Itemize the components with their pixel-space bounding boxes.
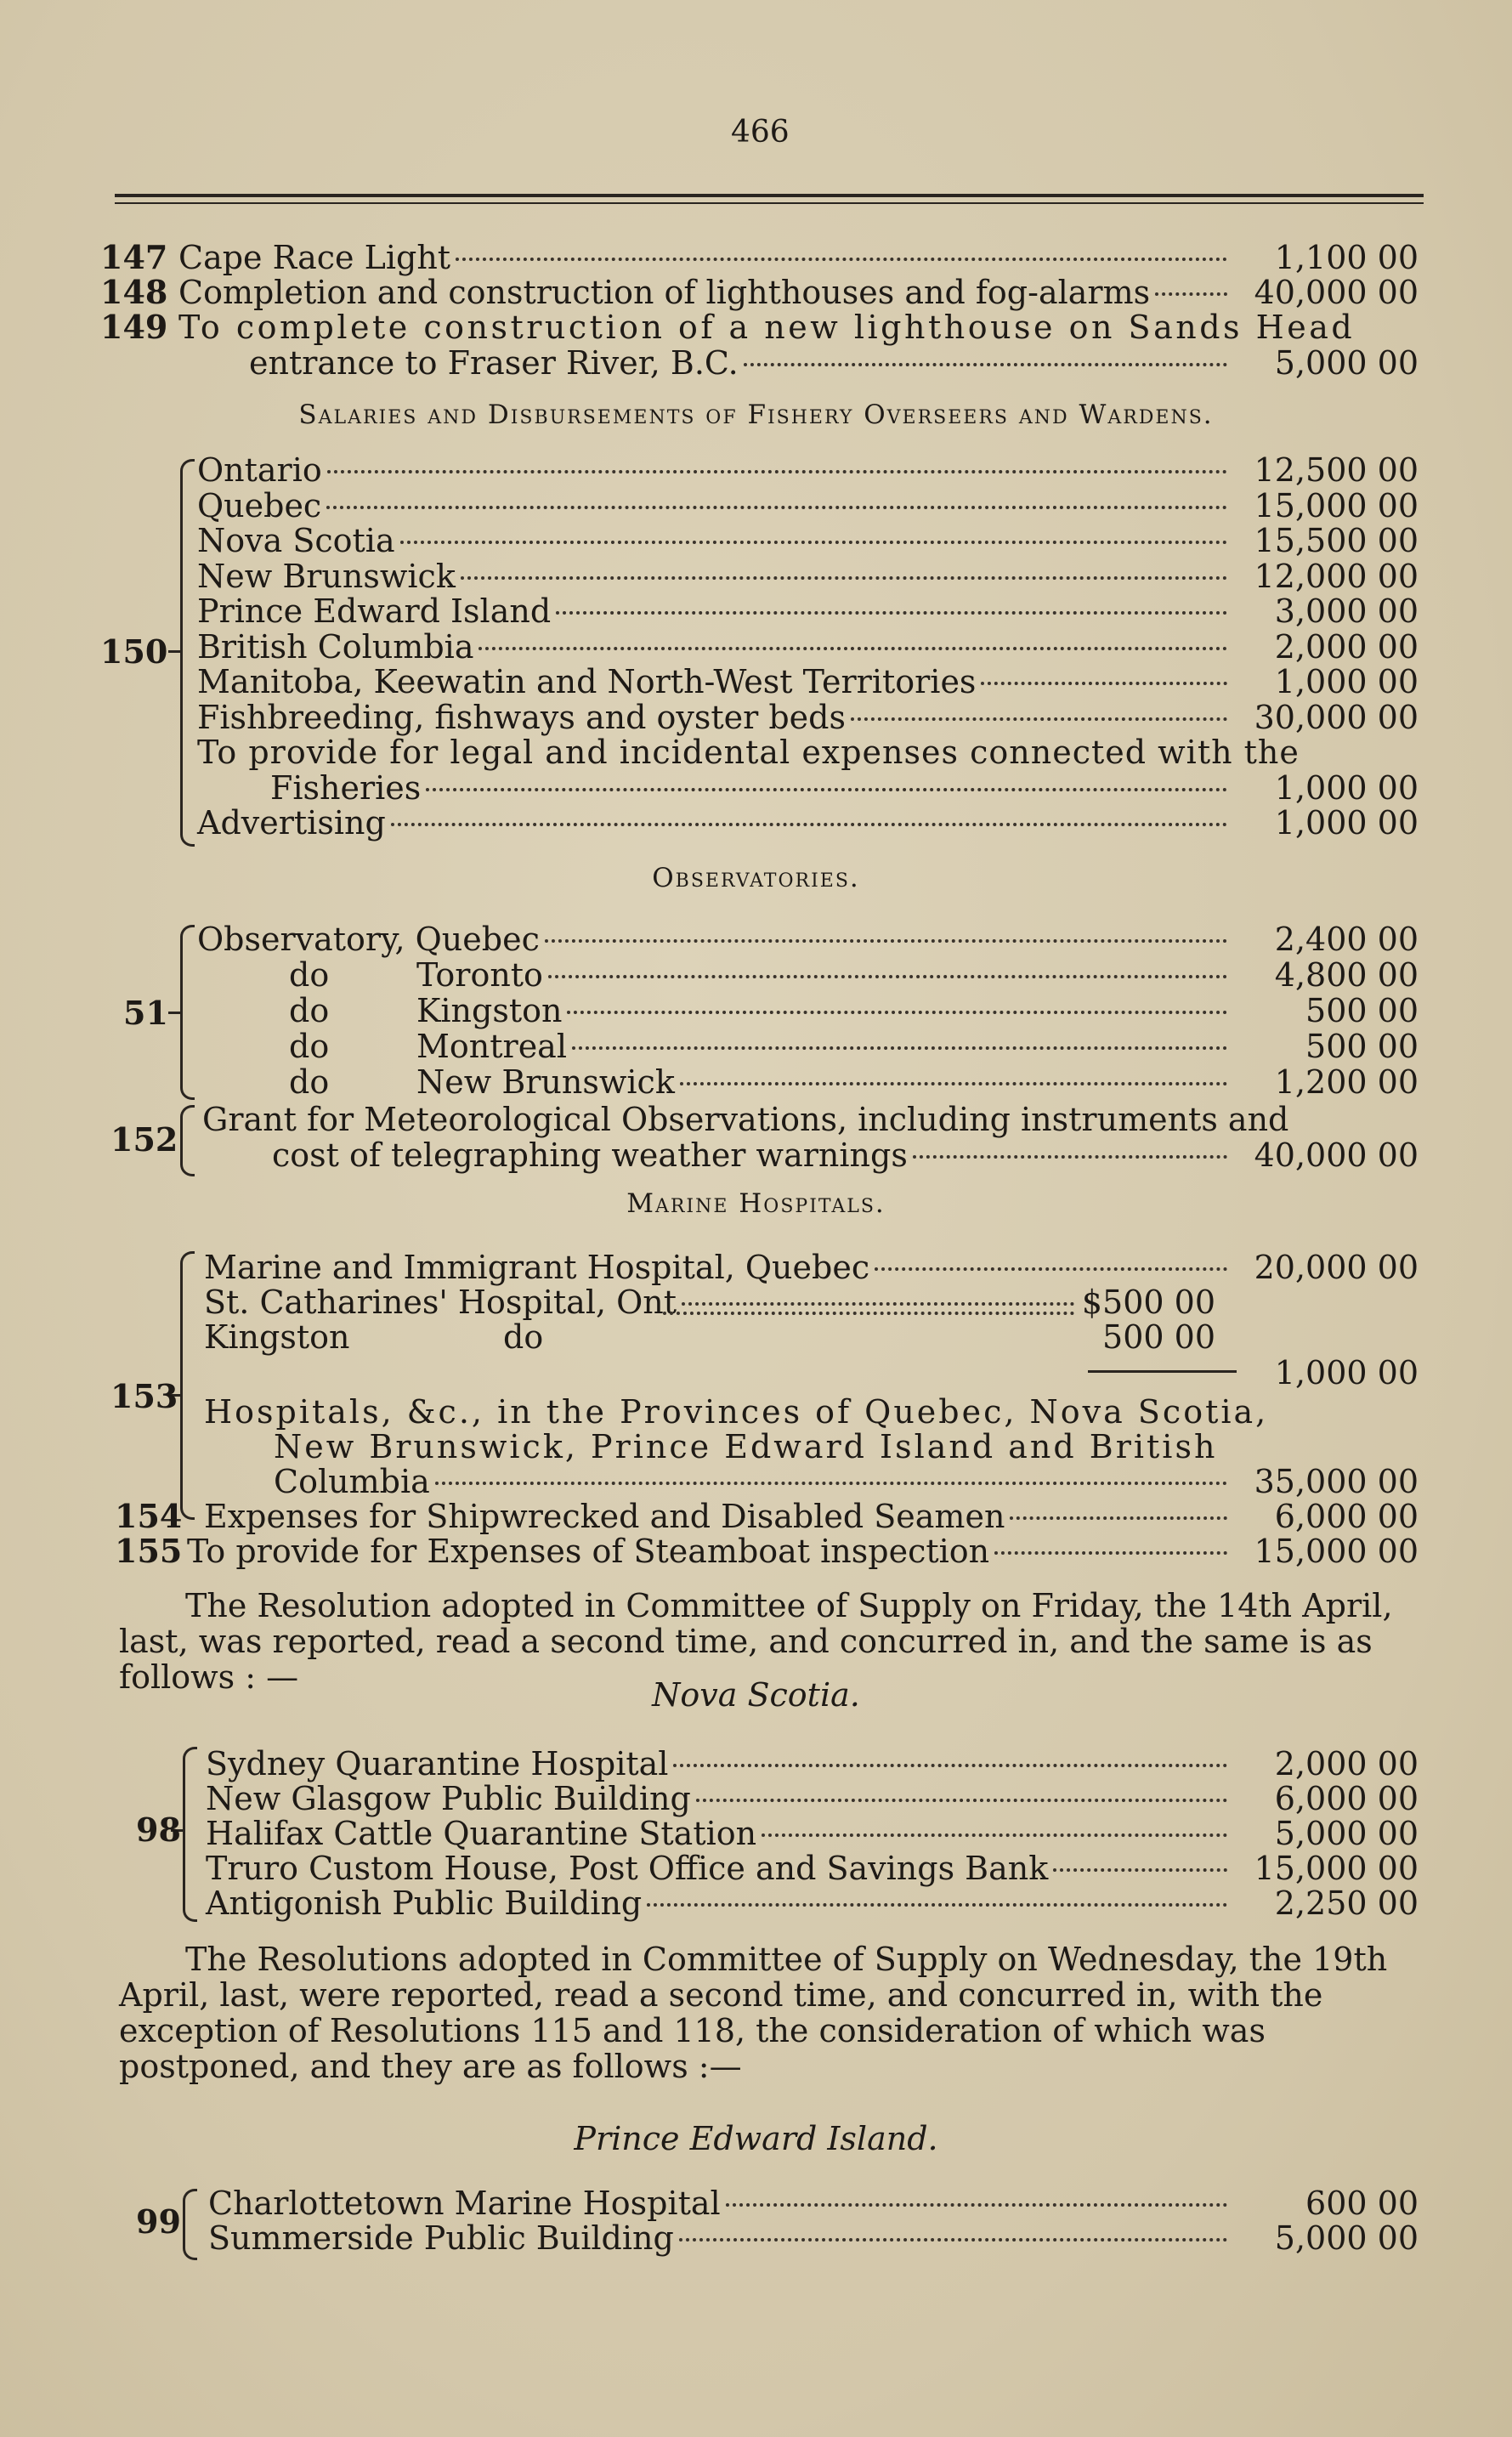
- hospital-row-cont: [0, 1429, 1512, 1465]
- item-label: Antigonish Public Building: [206, 1884, 643, 1922]
- list-item: [0, 1781, 1512, 1816]
- list-item: [0, 523, 1512, 558]
- resolution-number: 149: [100, 308, 168, 346]
- list-item: [0, 488, 1512, 524]
- item-label: Observatory, Quebec: [197, 921, 540, 958]
- leader-dots: [696, 1799, 1227, 1802]
- item-text: [206, 1885, 1232, 1921]
- list-item: [0, 734, 1512, 770]
- resolution-154: [0, 1499, 1512, 1534]
- leader-dots: [680, 1082, 1227, 1085]
- header-rule-thin: [115, 202, 1424, 204]
- item-amount: 2,400 00: [1274, 921, 1419, 958]
- item-label: New Brunswick: [197, 558, 456, 595]
- item-amount: 1,200 00: [1274, 1063, 1419, 1101]
- item-subamount: $500 00: [1081, 1284, 1215, 1321]
- section-heading-fishery: Salaries and Disbursements of Fishery Overseers and Wardens.: [298, 400, 1214, 430]
- section-heading-hospitals: Marine Hospitals.: [626, 1188, 886, 1219]
- item-label: Cape Race Light: [178, 239, 451, 276]
- item-label: To complete construction of a new lighthouse on Sands Head: [178, 309, 1356, 346]
- section-heading-pei: Prince Edward Island.: [574, 2120, 938, 2157]
- resolution-number: 147: [100, 238, 168, 276]
- item-amount: 15,500 00: [1254, 522, 1419, 559]
- paragraph-resolution-friday: The Resolution adopted in Committee of Supply on Friday, the 14th April, last, was reported, read a second time, and concurred in, and the same is as follows : —: [119, 1587, 1393, 1696]
- resolution-number: 155: [115, 1532, 183, 1570]
- leader-dots: [391, 823, 1227, 826]
- list-item: [0, 1064, 1512, 1100]
- list-item: [0, 2220, 1512, 2256]
- item-label: Prince Edward Island: [197, 592, 552, 630]
- list-item: [0, 957, 1512, 993]
- item-amount: 1,000 00: [1274, 804, 1419, 842]
- item-amount: 6,000 00: [1274, 1780, 1419, 1817]
- leader-dots: [572, 1046, 1227, 1050]
- list-item: [0, 805, 1512, 841]
- item-label: Sydney Quarantine Hospital: [206, 1745, 669, 1782]
- item-label: Summerside Public Building: [208, 2219, 674, 2257]
- item-text: [206, 1816, 1232, 1851]
- item-text: [197, 629, 1232, 665]
- item-text: [270, 770, 1232, 806]
- page-number: 466: [731, 115, 790, 150]
- item-label: Halifax Cattle Quarantine Station: [206, 1815, 757, 1852]
- item-ditto: do: [289, 1028, 330, 1065]
- section-heading-nova-scotia: Nova Scotia.: [652, 1676, 860, 1714]
- leader-dots: [679, 2238, 1227, 2241]
- item-amount: 1,000 00: [1274, 1354, 1419, 1391]
- item-label: British Columbia: [197, 628, 474, 666]
- leader-dots: [726, 2203, 1227, 2207]
- item-amount: 2,000 00: [1274, 628, 1419, 666]
- item-label-cont: entrance to Fraser River, B.C.: [249, 344, 739, 382]
- list-item: [0, 664, 1512, 700]
- list-item: [0, 700, 1512, 735]
- item-ditto: do: [289, 1063, 330, 1101]
- item-label: New Glasgow Public Building: [206, 1780, 691, 1817]
- leader-dots: [556, 611, 1227, 615]
- item-label: Nova Scotia: [197, 522, 395, 559]
- resolution-number: 154: [115, 1497, 183, 1535]
- section-heading-observatories: Observatories.: [652, 863, 860, 893]
- item-amount: 3,000 00: [1274, 592, 1419, 630]
- resolution-number: 152: [110, 1120, 178, 1159]
- leader-dots: [762, 1833, 1227, 1837]
- item-label-cont: cost of telegraphing weather warnings: [272, 1136, 908, 1174]
- list-item: [0, 1746, 1512, 1782]
- item-label: Grant for Meteorological Observations, including instruments and: [202, 1101, 1289, 1138]
- hospital-row-cont: [0, 1464, 1512, 1499]
- list-item: [0, 1885, 1512, 1921]
- resolution-152-cont: [0, 1137, 1512, 1173]
- resolution-152: [0, 1102, 1512, 1137]
- hospital-subtotal: [0, 1355, 1512, 1391]
- leader-dots: [673, 1764, 1227, 1767]
- resolution-149: [0, 309, 1512, 345]
- item-label: Expenses for Shipwrecked and Disabled Seamen: [204, 1498, 1005, 1535]
- item-label: Manitoba, Keewatin and North-West Territories: [197, 663, 977, 700]
- leader-dots: [647, 1903, 1227, 1907]
- item-label: Completion and construction of lighthouses and fog-alarms: [178, 274, 1151, 311]
- hospital-row: [0, 1319, 1512, 1355]
- leader-dots: [567, 1011, 1227, 1014]
- item-text: [206, 1746, 1232, 1782]
- list-item: [0, 629, 1512, 665]
- item-ditto: do: [503, 1318, 544, 1356]
- item-label: Ontario: [197, 451, 322, 489]
- item-amount: 12,000 00: [1254, 558, 1419, 595]
- leader-dots: [327, 470, 1227, 473]
- item-text: [197, 452, 1232, 488]
- list-item: [0, 2185, 1512, 2221]
- item-amount: 15,000 00: [1254, 487, 1419, 524]
- leader-dots: [479, 647, 1227, 650]
- item-label: Charlottetown Marine Hospital: [208, 2185, 721, 2222]
- item-label: Fishbreeding, fishways and oyster beds: [197, 699, 846, 736]
- item-label: St. Catharines' Hospital, Ont: [204, 1284, 677, 1321]
- leader-dots: [426, 788, 1227, 791]
- item-text: [416, 1029, 1232, 1064]
- leader-dots: [400, 541, 1227, 544]
- item-text: [197, 805, 1232, 841]
- item-label: New Brunswick: [416, 1063, 675, 1101]
- item-text: [206, 1850, 1232, 1886]
- resolution-number: 99: [136, 2202, 181, 2241]
- item-amount: 500 00: [1305, 992, 1419, 1029]
- item-amount: 30,000 00: [1254, 699, 1419, 736]
- item-label: Kingston: [416, 992, 563, 1029]
- item-text: [197, 558, 1232, 594]
- item-ditto: do: [289, 956, 330, 994]
- leader-dots: [461, 576, 1227, 580]
- item-amount: 1,000 00: [1274, 769, 1419, 807]
- resolution-number: 153: [110, 1377, 178, 1415]
- item-amount: 5,000 00: [1274, 344, 1419, 382]
- item-text: [416, 957, 1232, 993]
- resolution-147: [0, 240, 1512, 275]
- item-text: [416, 1064, 1232, 1100]
- item-label: Marine and Immigrant Hospital, Quebec: [204, 1249, 870, 1286]
- item-text: [208, 2220, 1232, 2256]
- list-item: [0, 1816, 1512, 1851]
- item-label: To provide for legal and incidental expenses connected with the: [197, 734, 1300, 771]
- item-label: Advertising: [197, 804, 386, 842]
- leader-dots: [326, 506, 1227, 509]
- item-amount: 12,500 00: [1254, 451, 1419, 489]
- item-label-cont: New Brunswick, Prince Edward Island and British: [274, 1428, 1218, 1465]
- hospital-row: [0, 1250, 1512, 1285]
- resolution-155: [0, 1533, 1512, 1569]
- resolution-149-cont: [0, 345, 1512, 381]
- item-subamount: 500 00: [1102, 1318, 1215, 1356]
- item-text: [197, 488, 1232, 524]
- item-text: [206, 1781, 1232, 1816]
- item-amount: 5,000 00: [1274, 1815, 1419, 1852]
- item-text: [197, 700, 1232, 735]
- item-amount: 5,000 00: [1274, 2219, 1419, 2257]
- list-item: [0, 593, 1512, 629]
- item-label: Toronto: [416, 956, 543, 994]
- item-amount: 1,000 00: [1274, 663, 1419, 700]
- resolution-148: [0, 275, 1512, 310]
- item-label: Fisheries: [270, 769, 422, 807]
- item-amount: 15,000 00: [1254, 1850, 1419, 1887]
- list-item: [0, 1850, 1512, 1886]
- item-amount: 600 00: [1305, 2185, 1419, 2222]
- item-text: [197, 921, 1232, 957]
- leader-dots: [545, 939, 1227, 943]
- header-rule: [115, 194, 1424, 197]
- item-text: [197, 734, 1300, 771]
- list-item: [0, 452, 1512, 488]
- leader-dots: [548, 975, 1227, 978]
- resolution-number: 98: [136, 1811, 181, 1849]
- item-amount: 1,100 00: [1274, 239, 1419, 276]
- item-ditto: do: [289, 992, 330, 1029]
- item-label: Montreal: [416, 1028, 567, 1065]
- item-amount: 2,000 00: [1274, 1745, 1419, 1782]
- item-amount: 35,000 00: [1254, 1463, 1419, 1500]
- item-amount: 40,000 00: [1254, 274, 1419, 311]
- item-label: Truro Custom House, Post Office and Savings Bank: [206, 1850, 1049, 1887]
- item-label: Hospitals, &c., in the Provinces of Quebec, Nova Scotia,: [204, 1393, 1269, 1431]
- item-text: [197, 523, 1232, 558]
- item-text: [197, 593, 1232, 629]
- resolution-number: 148: [100, 273, 168, 311]
- item-amount: 2,250 00: [1274, 1884, 1419, 1922]
- item-amount: 40,000 00: [1254, 1136, 1419, 1174]
- list-item: [0, 1029, 1512, 1064]
- item-label: Kingston: [204, 1318, 350, 1356]
- item-amount: 500 00: [1305, 1028, 1419, 1065]
- item-amount: 6,000 00: [1274, 1498, 1419, 1535]
- item-amount: 4,800 00: [1274, 956, 1419, 994]
- resolution-number: 150: [100, 632, 168, 671]
- item-text: [197, 664, 1232, 700]
- item-label: Quebec: [197, 487, 322, 524]
- list-item: [0, 921, 1512, 957]
- item-amount: 15,000 00: [1254, 1533, 1419, 1570]
- item-label-cont: Columbia: [274, 1463, 430, 1500]
- list-item: [0, 558, 1512, 594]
- list-item: [0, 992, 1512, 1032]
- item-text: [208, 2185, 1232, 2221]
- item-amount: 20,000 00: [1254, 1249, 1419, 1286]
- hospital-row: [0, 1394, 1512, 1430]
- item-text: [416, 993, 1232, 1029]
- paragraph-resolutions-wednesday: The Resolutions adopted in Committee of Supply on Wednesday, the 19th April, last, were reported, read a second time, and concurred in, with the exception of Resolutions 115 and 118, the consideration of which was postponed, and they are as follows :—: [119, 1941, 1388, 2085]
- list-item: [0, 770, 1512, 806]
- item-label: To provide for Expenses of Steamboat inspection: [187, 1533, 990, 1570]
- resolution-number: 51: [123, 994, 168, 1032]
